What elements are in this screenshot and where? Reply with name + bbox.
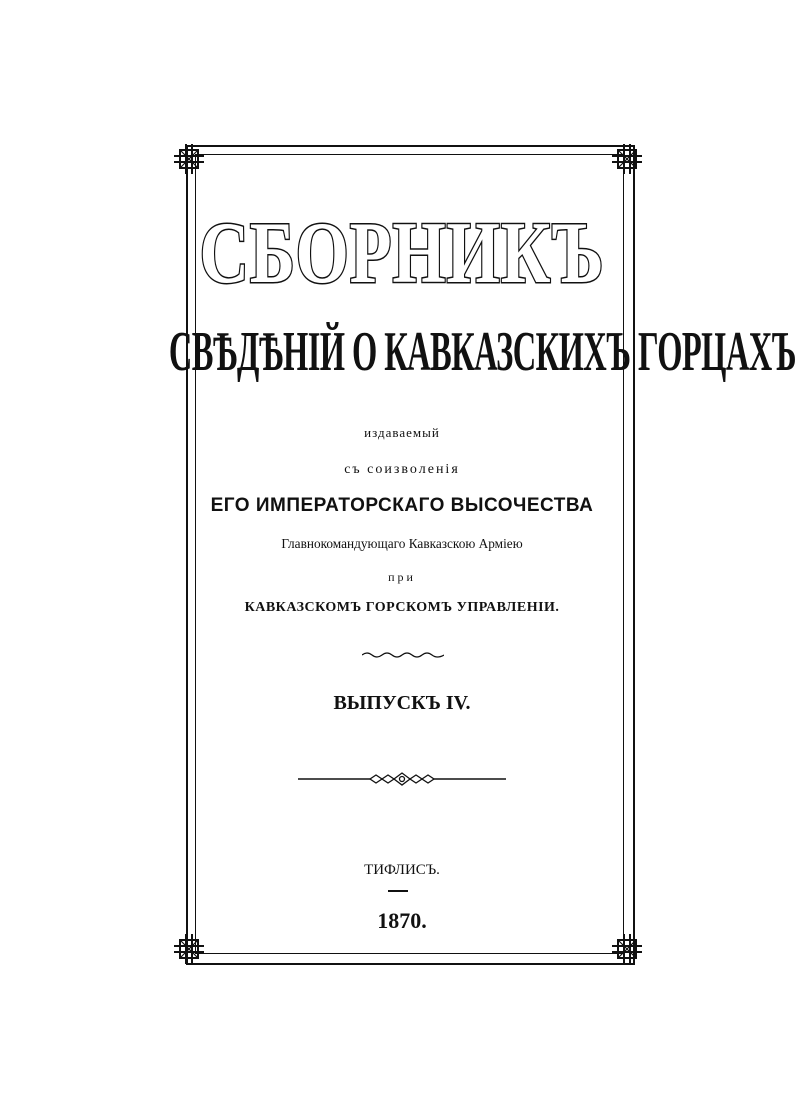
corner-ornament-top-left-icon	[170, 140, 208, 178]
page-title: СБОРНИКЪ	[199, 205, 605, 302]
corner-ornament-bottom-right-icon	[608, 930, 646, 968]
imprint-dash	[388, 890, 408, 892]
page-subtitle: СВѢДѢНІЙ О КАВКАЗСКИХЪ ГОРЦАХЪ	[168, 321, 796, 383]
corner-ornament-bottom-left-icon	[170, 930, 208, 968]
highness-line: ЕГО ИМПЕРАТОРСКАГО ВЫСОЧЕСТВА	[210, 495, 594, 516]
small-divider-ornament	[362, 651, 444, 659]
corner-ornament-top-right-icon	[608, 140, 646, 178]
published-by-line: издаваемый	[364, 425, 440, 440]
administration-line: КАВКАЗСКОМЪ ГОРСКОМЪ УПРАВЛЕНІИ.	[244, 600, 560, 615]
large-divider-ornament	[298, 772, 506, 786]
at-line: при	[388, 570, 416, 584]
commander-line: Главнокомандующаго Кавказскою Арміею	[281, 537, 523, 552]
imprint-year: 1870.	[377, 908, 427, 933]
imprint-city: ТИФЛИСЪ.	[364, 862, 440, 878]
permission-line: съ соизволенія	[344, 462, 460, 477]
issue-number: ВЫПУСКЪ IV.	[333, 692, 471, 714]
